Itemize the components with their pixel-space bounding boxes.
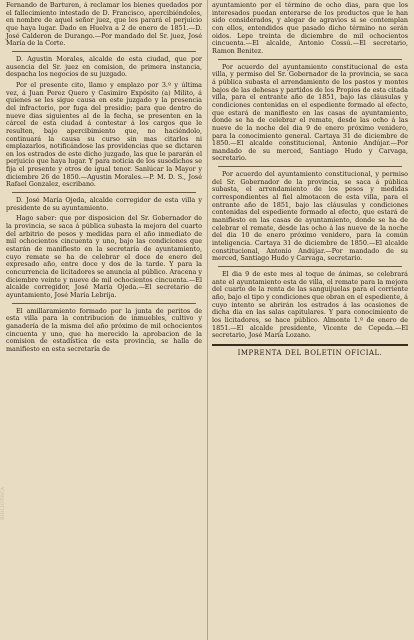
notice-paragraph: Por acuerdo del ayuntamiento constitucional, y permiso del Sr. Gobernador de la provincia, se saca á pública subasta, el arrendamiento de los pesos y medidas correspondientes al fiel almotacen de esta villa, para el entrante año de 1851, bajo las cláusulas y condiciones contenidas del espediente formado al efecto, que estará de manifiesto en las casas de ayuntamiento, donde se ha de celebrar el remate, desde las ocho á las nueve de la noche del dia 10 de enero próximo venidero, para la común inteligencia. Cartaya 31 de diciembre de 1850.—El alcalde constitucional, Antonio Andújar.—Por mandado de su merced, Santiago Hudo y Carvaga, secretario. xyxy=(212,170,408,263)
notice-paragraph: El dia 9 de este mes al toque de ánimas, se celebrará ante el ayuntamiento esta de villa, el remate para la mejora del cuarto de la renta de las sanguijuelas para el corriente año, bajo el tipo y condiciones que obran en el espediente, á cuyo intento se abrirán los estrados á las ocasiones de dicha dia en las salas capitulares. Y para conocimiento de los licitadores, se hace público. Almonte 1.º de enero de 1851.—El alcalde presidente, Vicente de Cepeda.—El secretario, José María Lozano. xyxy=(212,270,408,340)
divider xyxy=(12,192,196,193)
notice-paragraph: D. José María Ojeda, alcalde corregidor de esta villa y presidente de su ayuntamiento. xyxy=(6,196,202,212)
right-column xyxy=(212,2,408,357)
printer-imprint: IMPRENTA DEL BOLETIN OFICIAL. xyxy=(237,348,383,357)
footer-rule xyxy=(212,344,408,346)
column-separator xyxy=(207,0,208,640)
notice-paragraph: Por acuerdo del ayuntamiento constitucional de esta villa, y permiso del Sr. Gobernador de la provincia, se saca á pública subasta el arrendamiento de los pastos y montes bajos de las dehesas y partidos de los Propios de esta citada villa, para el entrante año de 1851, bajo las cláusulas y condiciones contenidas en el espediente formado al efecto, que estará de manifiesto en las casas de ayuntamiento, donde se ha de celebrar el remate, desde las ocho á las nueve de la noche del dia 9 de enero próximo venidero, para la conocimiento general. Cartaya 31 de diciembre de 1850.—El alcalde constitucional, Antonio Andújar.—Por mandado de su merced, Santiago Hudo y Carvaga, secretario. xyxy=(212,62,408,163)
notice-paragraph: ayuntamiento por el término de ocho dias, para que los interesados puedan enterarse de los productos que le han sido considerados, y alegar de agravios si se contemplan con ellos, entendidos que pasado dicho término no serán oidos. Lepe treinta de diciembre de mil ochocientos cincuenta.—El alcalde, Antonio Cossú.—El secretario, Ramon Benitez. xyxy=(212,1,408,55)
left-column xyxy=(6,2,202,357)
divider xyxy=(218,166,402,167)
divider xyxy=(218,266,402,267)
side-stamp: BIBLIOTECA xyxy=(0,486,6,520)
divider xyxy=(12,51,196,52)
divider xyxy=(12,303,196,304)
notice-paragraph: Fernando de Barturen, á reclamar los bienes quedados por el fallecimiento intestado de D. Francisco, apercibiéndoles, en nombre de aquel señor juez, que les parará el perjuicio que haya lugar. Dado en Huelva a 2 de enero de 1851.—D. José Calderon de Durango.—Por mandado del Sr. juez, José María de la Corte. xyxy=(6,1,202,48)
divider xyxy=(218,59,402,60)
notice-paragraph: El amillaramiento formado por la junta de peritos de esta villa para la contribucion de inmuebles, cultivo y ganadería de la misma del año próximo de mil ochocientos cincuenta y uno, que ha merecido la aprobacion de la comision de estadística de esta provincia, se halla de manifiesto en esta secretaría de xyxy=(6,306,202,353)
notice-paragraph: Por el presente cito, llamo y emplazo por 3.º y última vez, á Juan Perez Quero y Casimiro Expósito (a) Milito, á quienes se les sigue causa en este juzgado y la presencia del infractorio, por fuga del presidio; para que dentro de nueve dias siguientes al de la fecha, se presenten en la cárcel de esta ciudad á contestar á los cargos que le resulten, bajo apercibimiento que, no haciéndolo, continuará la causa su curso sin mas citarlos ni emplazarlos, notificándose las providencias que se dictaren en los estrados de este dicho juzgado, las que le pararán el perjuicio que haya lugar. Y para noticia de los susodichos se fija el presente y otros de igual tenor. Sanlúcar la Mayor y diciembre 26 de 1850.—Agustin Morales.—P. M. D. S., José Rafael Gonzalez, escribano. xyxy=(6,80,202,189)
notice-paragraph: Hago saber: que por disposicion del Sr. Gobernador de la provincia, se saca á pública subasta la mejora del cuarto del arbitrio de pesos y medidas para el año inmediato de mil ochocientos cincuenta y uno, bajo las condiciones que estarán de manifiesto en la secretaría de ayuntamiento, cuyo remate se ha de celebrar el doce de enero del expresado año, entre doce y dos de la tarde. Y para la concurrencia de licitadores se anuncia al público. Aracena y diciembre veinte y nueve de mil ochocientos cincuenta.—El alcalde corregidor, José María Ojeda.—El secretario de ayuntamiento, José María Lebrija. xyxy=(6,214,202,299)
notice-paragraph: D. Agustin Morales, alcalde de esta ciudad, que por ausencia del Sr. juez en comision, de primera instancia, despacha los negocios de su juzgado. xyxy=(6,54,202,79)
